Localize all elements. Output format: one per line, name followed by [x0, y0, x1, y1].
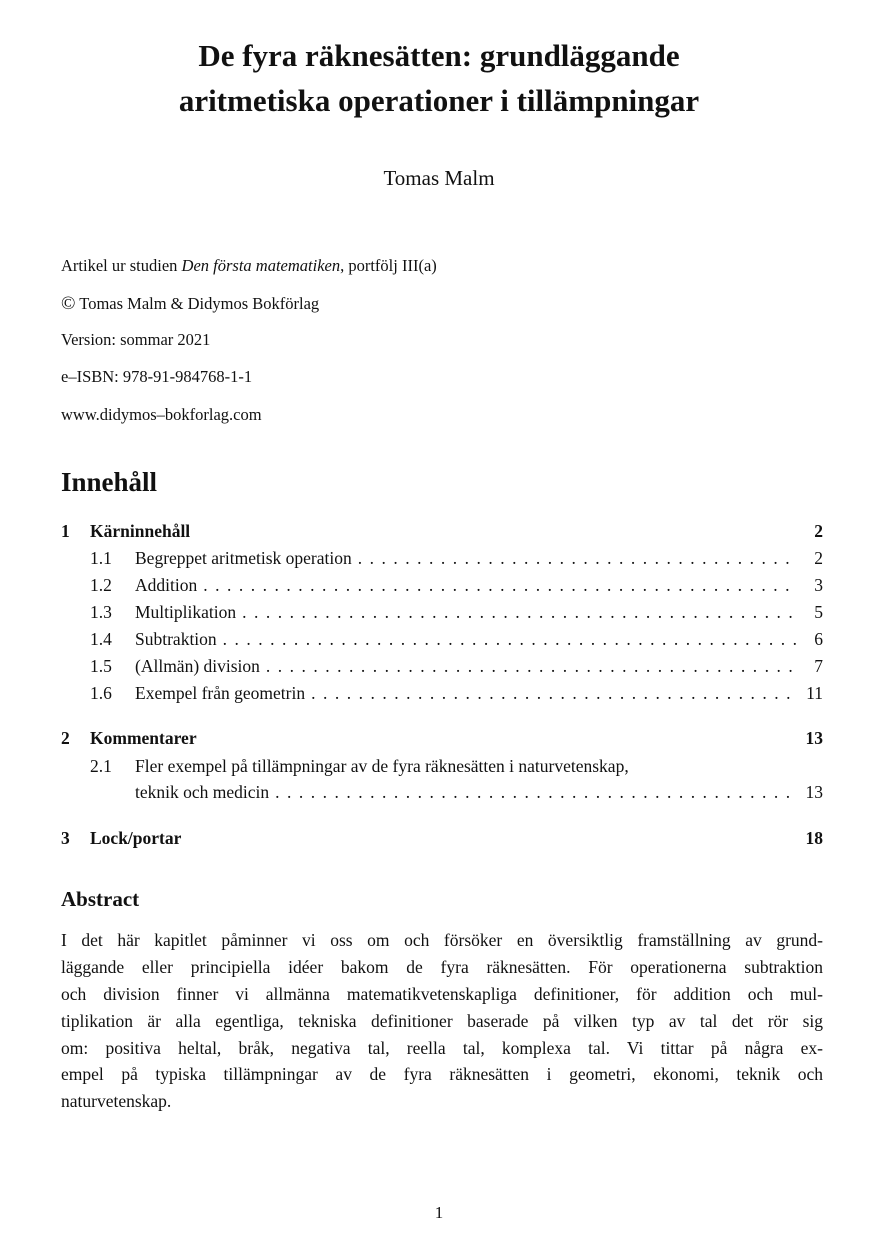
toc-page: 2 — [814, 521, 823, 541]
toc-subsection-2-1-line-2[interactable] — [61, 782, 823, 806]
toc-leader — [203, 575, 797, 596]
abstract-heading: Abstract — [61, 887, 140, 911]
page-number: 1 — [434, 1203, 444, 1222]
abstract-line: tiplikation är alla egentliga, tekniska definitioner baserade på vilken typ av tal det rör sig — [61, 1011, 823, 1031]
toc-label: Lock/portar — [90, 828, 182, 848]
document-title-line-2: aritmetiska operationer i tillämpningar — [178, 83, 700, 118]
copyright — [61, 293, 319, 315]
toc-label: Kommentarer — [90, 728, 197, 748]
toc-label: Begreppet aritmetisk operation — [135, 548, 352, 568]
toc-subsection-1-6[interactable] — [61, 683, 823, 707]
abstract-line: läggande eller principiella idéer bakom de fyra räknesätten. För operationerna subtraktion — [61, 957, 823, 977]
copyright-text: Tomas Malm & Didymos Bokförlag — [79, 294, 320, 313]
abstract-line: naturvetenskap. — [61, 1091, 172, 1111]
toc-leader — [242, 602, 797, 623]
article-source — [61, 256, 437, 276]
abstract-line: I det här kapitlet påminner vi oss om och försöker en översiktlig framställning av grund- — [61, 930, 823, 950]
toc-section-1[interactable] — [61, 521, 823, 545]
toc-leader — [266, 656, 797, 677]
toc-subsection-1-5[interactable] — [61, 656, 823, 680]
toc-num: 1.6 — [90, 683, 112, 703]
abstract-line: och division finner vi allmänna matematikvetenskapliga definitioner, för addition och mul- — [61, 984, 823, 1004]
toc-label: Multiplikation — [135, 602, 237, 622]
website-link[interactable]: www.didymos–bokforlag.com — [61, 405, 262, 424]
article-prefix: Artikel ur studien — [61, 256, 182, 275]
article-suffix: , portfölj III(a) — [340, 256, 437, 275]
copyright-icon: © — [61, 293, 76, 314]
toc-page: 6 — [814, 629, 823, 649]
toc-num: 3 — [61, 828, 70, 848]
toc-page: 11 — [806, 683, 823, 703]
toc-heading: Innehåll — [61, 467, 158, 497]
toc-label: (Allmän) division — [135, 656, 260, 676]
toc-num: 1.4 — [90, 629, 112, 649]
toc-page: 7 — [814, 656, 823, 676]
toc-label: Fler exempel på tillämpningar av de fyra räknesätten i naturvetenskap, — [135, 756, 629, 776]
toc-section-2[interactable] — [61, 728, 823, 752]
toc-section-3[interactable] — [61, 828, 823, 852]
toc-page: 3 — [814, 575, 823, 595]
toc-page: 13 — [805, 728, 823, 748]
toc-subsection-1-3[interactable] — [61, 602, 823, 626]
toc-leader — [358, 548, 797, 569]
toc-num: 1.1 — [90, 548, 112, 568]
study-title: Den första matematiken — [181, 256, 341, 275]
toc-page: 18 — [805, 828, 823, 848]
toc-num: 2.1 — [90, 756, 112, 776]
toc-subsection-1-2[interactable] — [61, 575, 823, 599]
toc-leader — [275, 782, 797, 803]
toc-label: Addition — [135, 575, 198, 595]
toc-page: 13 — [805, 782, 823, 802]
toc-label: Kärninnehåll — [90, 521, 191, 541]
toc-leader — [311, 683, 797, 704]
toc-num: 1.5 — [90, 656, 112, 676]
toc-page: 2 — [814, 548, 823, 568]
document-title-line-1: De fyra räknesätten: grundläggande — [198, 38, 680, 73]
author: Tomas Malm — [383, 166, 495, 190]
toc-subsection-1-4[interactable] — [61, 629, 823, 653]
toc-label: teknik och medicin — [135, 782, 270, 802]
toc-num: 1 — [61, 521, 70, 541]
toc-subsection-1-1[interactable] — [61, 548, 823, 572]
toc-page: 5 — [814, 602, 823, 622]
toc-num: 1.3 — [90, 602, 112, 622]
abstract-line: empel på typiska tillämpningar av de fyra räknesätten i geometri, ekonomi, teknik och — [61, 1064, 823, 1084]
toc-leader — [223, 629, 797, 650]
toc-subsection-2-1-line-1[interactable] — [61, 756, 823, 780]
version: Version: sommar 2021 — [61, 330, 211, 349]
isbn: e–ISBN: 978-91-984768-1-1 — [61, 367, 253, 386]
toc-num: 2 — [61, 728, 70, 748]
toc-label: Exempel från geometrin — [135, 683, 306, 703]
toc-label: Subtraktion — [135, 629, 217, 649]
toc-num: 1.2 — [90, 575, 112, 595]
abstract-line: om: positiva heltal, bråk, negativa tal, reella tal, komplexa tal. Vi tittar på några ex- — [61, 1038, 823, 1058]
